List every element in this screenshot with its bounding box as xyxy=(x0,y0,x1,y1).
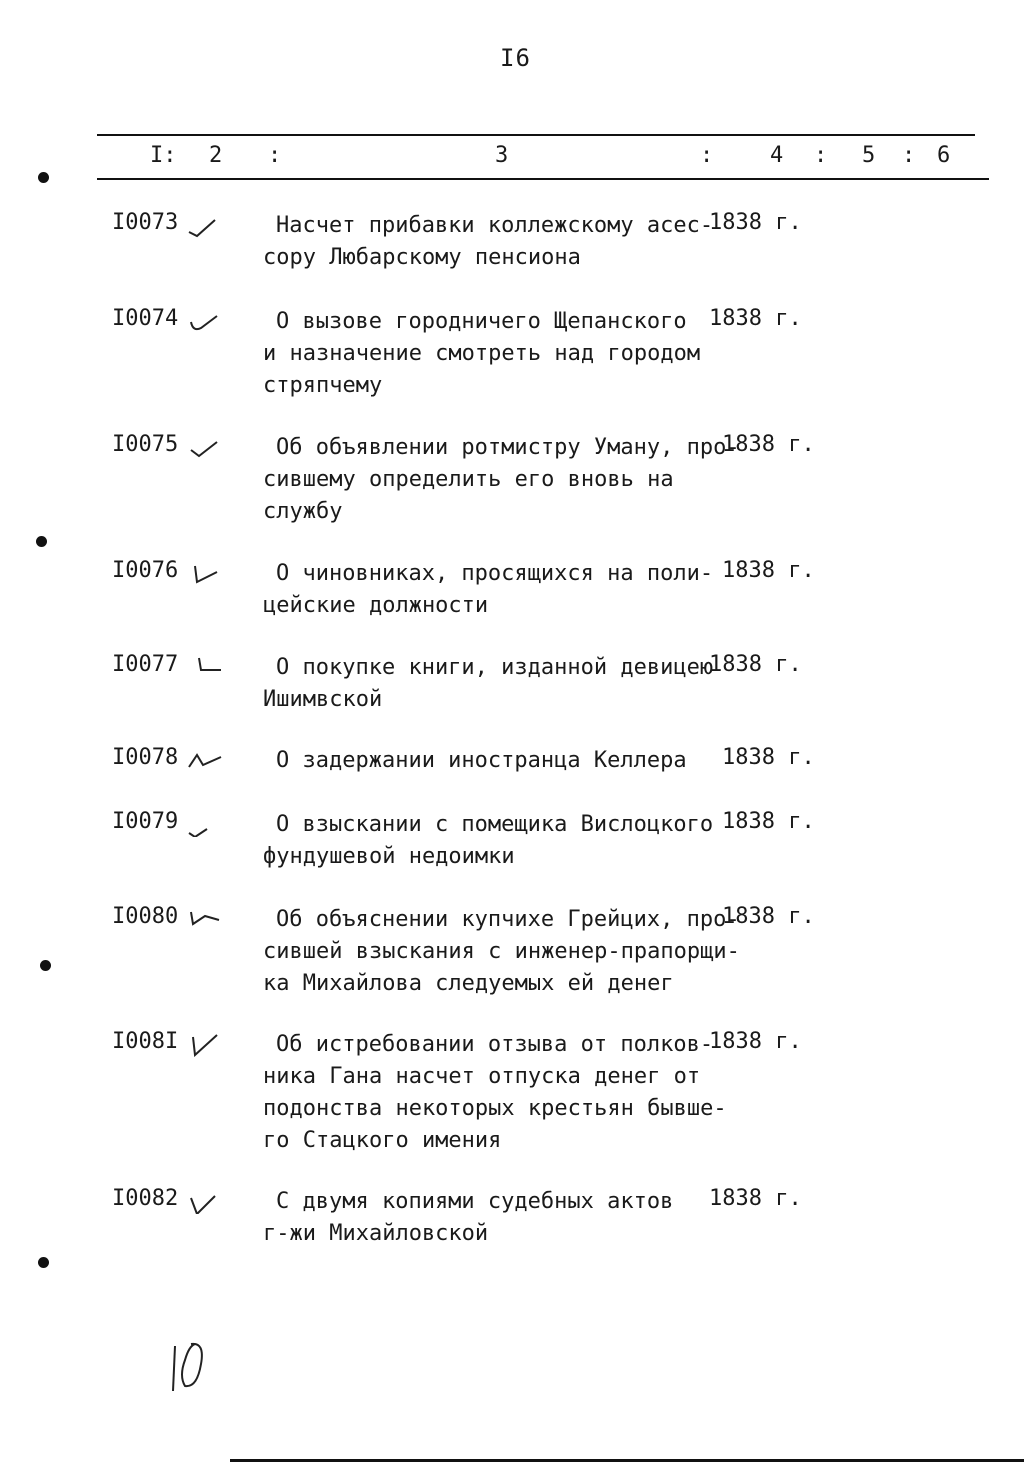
entry-year: 1838 г. xyxy=(709,652,802,677)
checkmark-icon xyxy=(185,906,225,932)
checkmark-icon xyxy=(185,747,225,773)
entry-text-line: и назначение смотреть над городом xyxy=(263,341,701,366)
case-number: I0082 xyxy=(112,1186,179,1211)
header-col5: 5 xyxy=(862,143,876,168)
handwritten-sheet-number xyxy=(165,1336,215,1396)
entry-text-line: О вызове городничего Щепанского xyxy=(276,309,687,334)
entry-year: 1838 г. xyxy=(722,432,815,457)
punch-hole xyxy=(38,1257,49,1268)
case-number: I0078 xyxy=(112,745,179,770)
checkmark-icon xyxy=(185,308,225,334)
entry-text-line: службу xyxy=(263,499,343,524)
entry-text-line: О взыскании с помещика Вислоцкого xyxy=(276,812,714,837)
entry-text-line: г-жи Михайловской xyxy=(263,1221,489,1246)
header-sep2: : xyxy=(700,143,714,168)
entry-year: 1838 г. xyxy=(722,809,815,834)
case-number: I0073 xyxy=(112,210,179,235)
header-col4: 4 xyxy=(770,143,784,168)
page-bottom-edge xyxy=(230,1459,1024,1462)
entry-year: 1838 г. xyxy=(709,306,802,331)
entry-year: 1838 г. xyxy=(709,1029,802,1054)
entry-year: 1838 г. xyxy=(722,558,815,583)
entry-text-line: цейские должности xyxy=(263,593,489,618)
punch-hole xyxy=(40,960,51,971)
checkmark-icon xyxy=(185,560,225,586)
entry-text-line: сору Любарскому пенсиона xyxy=(263,245,581,270)
case-number: I0077 xyxy=(112,652,179,677)
entry-text-line: Ишимвской xyxy=(263,687,383,712)
case-number: I0079 xyxy=(112,809,179,834)
entry-text-line: подонства некоторых крестьян бывше- xyxy=(263,1096,727,1121)
header-sep1: : xyxy=(268,143,282,168)
entry-text-line: О покупке книги, изданной девицею xyxy=(276,655,714,680)
punch-hole xyxy=(36,536,47,547)
entry-text-line: сившей взыскания с инженер-прапорщи- xyxy=(263,939,740,964)
table-top-rule xyxy=(97,134,975,136)
entry-year: 1838 г. xyxy=(722,745,815,770)
entry-text-line: Об объявлении ротмистру Уману, про- xyxy=(276,435,740,460)
entry-text-line: О задержании иностранца Келлера xyxy=(276,748,687,773)
header-col3: 3 xyxy=(495,143,509,168)
header-sep4: : xyxy=(902,143,916,168)
checkmark-icon xyxy=(185,212,225,238)
case-number: I0076 xyxy=(112,558,179,583)
entry-year: 1838 г. xyxy=(722,904,815,929)
entry-text-line: Насчет прибавки коллежскому асес- xyxy=(276,213,714,238)
checkmark-icon xyxy=(185,1188,225,1214)
header-col6: 6 xyxy=(937,143,951,168)
entry-text-line: сившему определить его вновь на xyxy=(263,467,674,492)
entry-text-line: ника Гана насчет отпуска денег от xyxy=(263,1064,701,1089)
entry-text-line: Об истребовании отзыва от полков- xyxy=(276,1032,714,1057)
entry-text-line: Об объяснении купчихе Грейцих, про- xyxy=(276,907,740,932)
header-col2: 2 xyxy=(209,143,223,168)
case-number: I008I xyxy=(112,1029,179,1054)
header-sep3: : xyxy=(814,143,828,168)
case-number: I0075 xyxy=(112,432,179,457)
case-number: I0080 xyxy=(112,904,179,929)
checkmark-icon xyxy=(185,811,225,837)
entry-text-line: С двумя копиями судебных актов xyxy=(276,1189,674,1214)
entry-text-line: го Стацкого имения xyxy=(263,1128,502,1153)
entry-text-line: ка Михайлова следуемых ей денег xyxy=(263,971,674,996)
table-header-row xyxy=(0,143,1024,171)
punch-hole xyxy=(38,172,49,183)
entry-text-line: фундушевой недоимки xyxy=(263,844,515,869)
page-number: I6 xyxy=(500,44,531,72)
entry-year: 1838 г. xyxy=(709,1186,802,1211)
checkmark-icon xyxy=(185,434,225,460)
checkmark-icon xyxy=(185,1031,225,1057)
table-header-bottom-rule xyxy=(97,178,989,180)
header-col1: I: xyxy=(150,143,177,168)
entry-text-line: стряпчему xyxy=(263,373,383,398)
case-number: I0074 xyxy=(112,306,179,331)
checkmark-icon xyxy=(185,654,225,680)
entry-year: 1838 г. xyxy=(709,210,802,235)
entry-text-line: О чиновниках, просящихся на поли- xyxy=(276,561,714,586)
